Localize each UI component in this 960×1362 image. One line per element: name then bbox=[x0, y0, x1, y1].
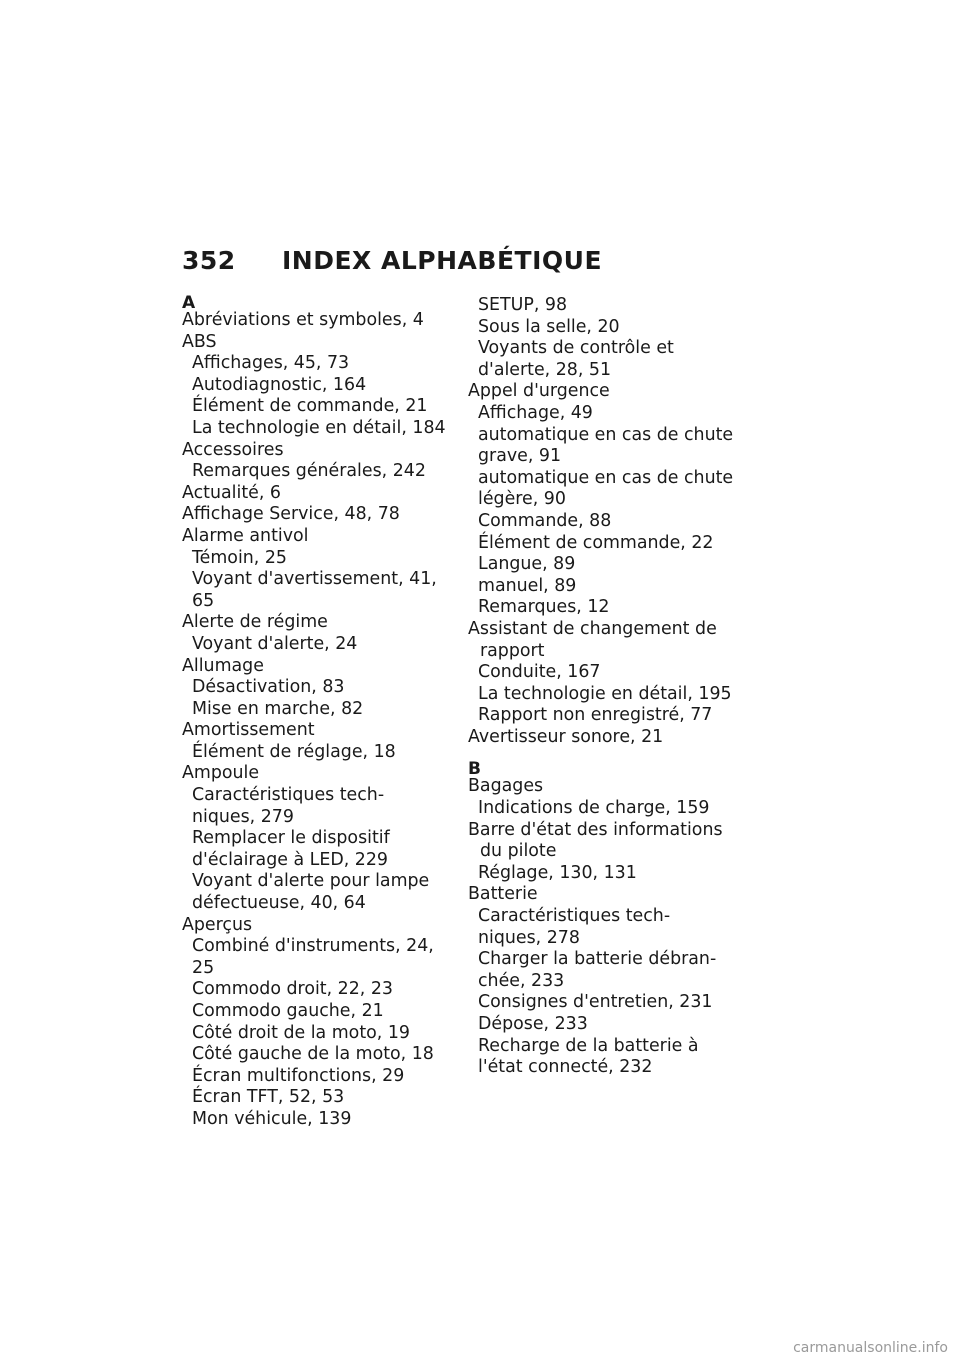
index-entry-continuation: du pilote bbox=[480, 841, 557, 862]
index-entry-continuation: rapport bbox=[480, 640, 545, 661]
index-subentry: 65 bbox=[192, 590, 215, 611]
index-subentry: Autodiagnostic, 164 bbox=[192, 374, 367, 395]
index-subentry: Langue, 89 bbox=[478, 554, 576, 575]
index-subentry: d'éclairage à LED, 229 bbox=[192, 849, 388, 870]
index-subentry: Dépose, 233 bbox=[478, 1014, 588, 1034]
index-subentry: chée, 233 bbox=[478, 970, 565, 991]
index-subentry: 25 bbox=[192, 957, 215, 978]
index-entry: Accessoires bbox=[182, 439, 284, 460]
index-entry: ABS bbox=[182, 331, 217, 352]
index-subentry: Caractéristiques tech- bbox=[478, 906, 671, 927]
index-subentry: niques, 278 bbox=[478, 927, 580, 948]
index-subentry: Voyant d'avertissement, 41, bbox=[192, 569, 437, 590]
index-subentry: Remarques générales, 242 bbox=[192, 461, 426, 482]
page-title: INDEX ALPHABÉTIQUE bbox=[282, 246, 603, 275]
index-subentry: Rapport non enregistré, 77 bbox=[478, 705, 713, 726]
watermark-text: carmanualsonline.info bbox=[793, 1340, 948, 1356]
index-subentry: Commodo gauche, 21 bbox=[192, 1001, 384, 1021]
index-entry: Amortissement bbox=[182, 720, 315, 741]
index-subentry: Remplacer le dispositif bbox=[192, 828, 390, 849]
index-subentry: Voyant d'alerte pour lampe bbox=[192, 871, 430, 892]
index-subentry: niques, 279 bbox=[192, 806, 294, 827]
index-subentry: Sous la selle, 20 bbox=[478, 316, 620, 337]
index-column-right bbox=[468, 295, 758, 1079]
index-entry: Appel d'urgence bbox=[468, 381, 610, 402]
index-subentry: Mise en marche, 82 bbox=[192, 698, 364, 719]
index-subentry: Témoin, 25 bbox=[192, 547, 287, 568]
index-subentry: Élément de commande, 21 bbox=[192, 396, 428, 417]
index-letter-heading: B bbox=[468, 759, 481, 780]
index-subentry: manuel, 89 bbox=[478, 575, 577, 596]
index-entry: Aperçus bbox=[182, 914, 253, 935]
index-entry: Abréviations et symboles, 4 bbox=[182, 310, 424, 330]
index-entry: Avertisseur sonore, 21 bbox=[468, 726, 664, 747]
index-subentry: Côté droit de la moto, 19 bbox=[192, 1022, 410, 1043]
index-subentry: Consignes d'entretien, 231 bbox=[478, 992, 713, 1013]
index-subentry: Écran multifonctions, 29 bbox=[192, 1065, 405, 1086]
index-subentry: Côté gauche de la moto, 18 bbox=[192, 1044, 434, 1065]
index-subentry: Charger la batterie débran- bbox=[478, 949, 717, 970]
index-entry: Bagages bbox=[468, 776, 544, 797]
index-subentry: l'état connecté, 232 bbox=[478, 1057, 653, 1078]
index-subentry: Combiné d'instruments, 24, bbox=[192, 936, 434, 957]
index-subentry: automatique en cas de chute bbox=[478, 467, 734, 488]
index-entry: Affichage Service, 48, 78 bbox=[182, 504, 400, 525]
index-subentry: Caractéristiques tech- bbox=[192, 785, 385, 806]
index-subentry: légère, 90 bbox=[478, 489, 566, 510]
page-header bbox=[182, 246, 882, 280]
index-entry: Allumage bbox=[182, 655, 264, 676]
index-column-left bbox=[182, 295, 472, 1131]
index-subentry: Remarques, 12 bbox=[478, 597, 610, 618]
index-entry: Ampoule bbox=[182, 763, 260, 784]
index-subentry: automatique en cas de chute bbox=[478, 424, 734, 445]
index-subentry: Voyants de contrôle et bbox=[478, 338, 674, 359]
index-entry: Barre d'état des informations bbox=[468, 819, 723, 840]
page-number: 352 bbox=[182, 246, 236, 275]
index-subentry: Écran TFT, 52, 53 bbox=[192, 1087, 345, 1108]
index-subentry: Voyant d'alerte, 24 bbox=[192, 633, 358, 654]
index-subentry: Élément de réglage, 18 bbox=[192, 741, 396, 762]
index-subentry: grave, 91 bbox=[478, 446, 562, 467]
index-subentry: La technologie en détail, 195 bbox=[478, 683, 732, 704]
index-subentry: Commodo droit, 22, 23 bbox=[192, 979, 393, 1000]
index-subentry: Conduite, 167 bbox=[478, 662, 601, 683]
index-subentry: Mon véhicule, 139 bbox=[192, 1108, 352, 1129]
index-subentry: Affichages, 45, 73 bbox=[192, 353, 350, 374]
index-subentry: Recharge de la batterie à bbox=[478, 1035, 699, 1056]
index-letter-heading: A bbox=[182, 293, 196, 313]
index-subentry: défectueuse, 40, 64 bbox=[192, 893, 366, 914]
index-subentry: La technologie en détail, 184 bbox=[192, 417, 446, 438]
index-entry: Alarme antivol bbox=[182, 525, 309, 546]
index-entry: Assistant de changement de bbox=[468, 618, 717, 639]
index-subentry: Désactivation, 83 bbox=[192, 677, 345, 698]
index-subentry: Indications de charge, 159 bbox=[478, 798, 710, 819]
index-entry: Batterie bbox=[468, 884, 538, 905]
index-subentry: SETUP, 98 bbox=[478, 295, 568, 315]
index-subentry: d'alerte, 28, 51 bbox=[478, 359, 612, 380]
index-subentry: Commande, 88 bbox=[478, 510, 612, 531]
index-subentry: Affichage, 49 bbox=[478, 402, 593, 423]
index-subentry: Réglage, 130, 131 bbox=[478, 862, 637, 883]
index-entry: Actualité, 6 bbox=[182, 482, 281, 503]
index-subentry: Élément de commande, 22 bbox=[478, 532, 714, 553]
index-entry: Alerte de régime bbox=[182, 612, 328, 633]
